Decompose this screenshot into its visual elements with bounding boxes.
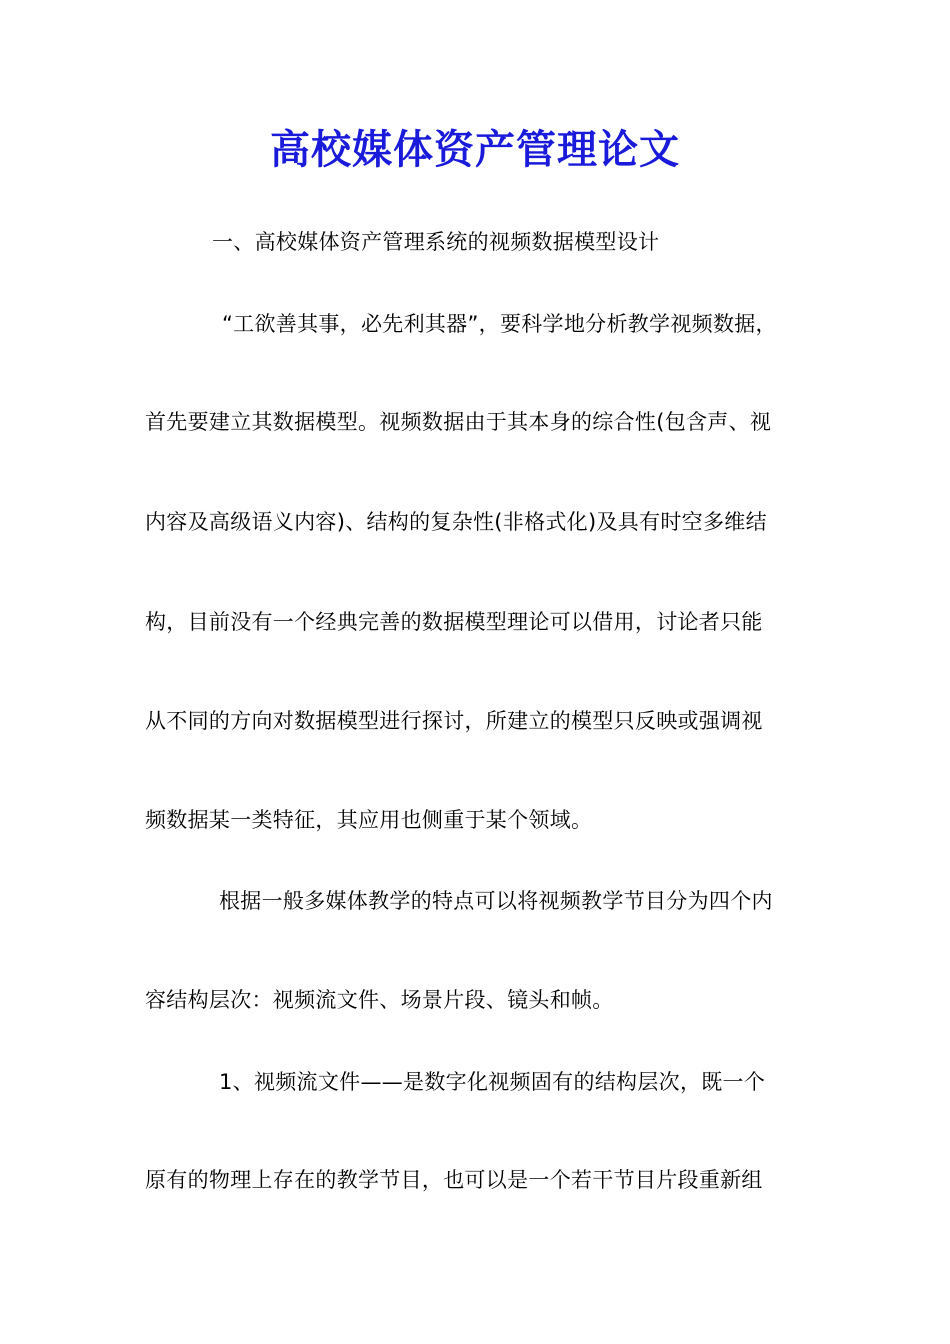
paragraph-line: 原有的物理上存在的教学节目，也可以是一个若干节目片段重新组	[145, 1168, 763, 1192]
section-heading: 一、高校媒体资产管理系统的视频数据模型设计	[212, 230, 660, 254]
paragraph-line: 首先要建立其数据模型。视频数据由于其本身的综合性(包含声、视	[145, 410, 772, 434]
paragraph-line: “工欲善其事，必先利其器”，要科学地分析教学视频数据，	[222, 312, 777, 336]
paragraph-line: 内容及高级语义内容)、结构的复杂性(非格式化)及具有时空多维结	[145, 510, 767, 534]
paragraph-line: 频数据某一类特征，其应用也侧重于某个领域。	[145, 808, 593, 832]
paragraph-line: 1、视频流文件——是数字化视频固有的结构层次，既一个	[219, 1070, 766, 1094]
paragraph-line: 容结构层次：视频流文件、场景片段、镜头和帧。	[145, 988, 614, 1012]
paragraph-line: 从不同的方向对数据模型进行探讨，所建立的模型只反映或强调视	[145, 709, 763, 733]
document-title: 高校媒体资产管理论文	[270, 126, 680, 173]
paragraph-line: 根据一般多媒体教学的特点可以将视频教学节目分为四个内	[219, 889, 773, 913]
paragraph-line: 构，目前没有一个经典完善的数据模型理论可以借用，讨论者只能	[145, 610, 763, 634]
